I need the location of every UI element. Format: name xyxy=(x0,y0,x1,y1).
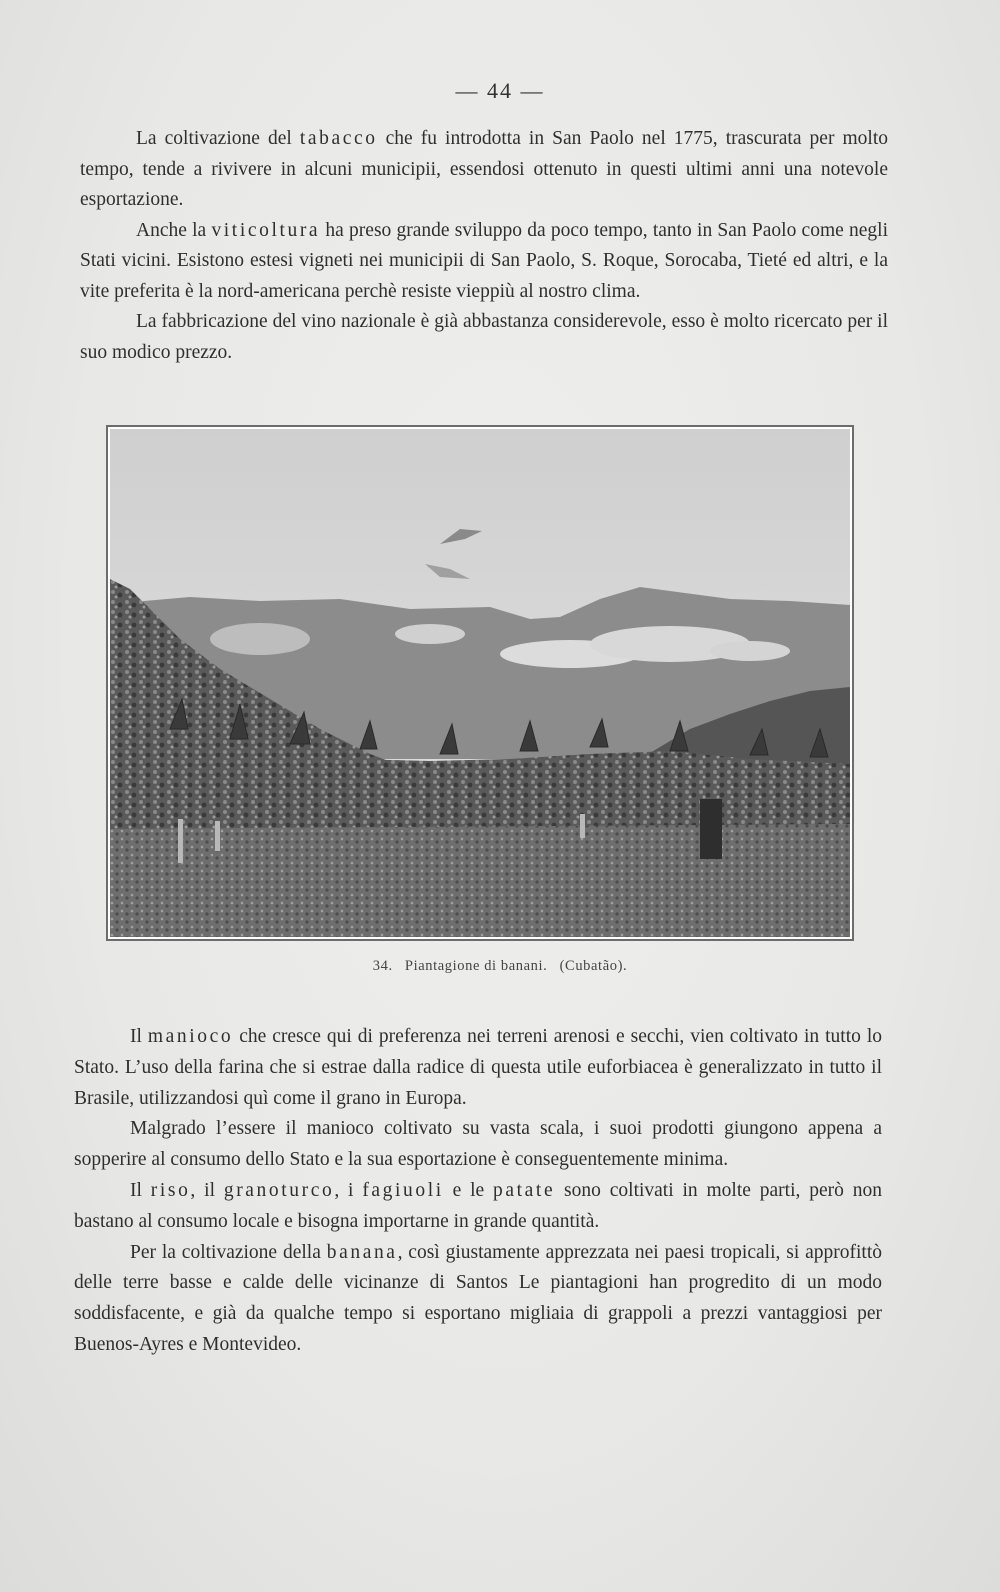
keyword-manioco: manioco xyxy=(147,1026,234,1047)
keyword-granoturco: granoturco xyxy=(223,1179,335,1201)
keyword-riso: riso xyxy=(150,1179,191,1201)
keyword-viticoltura: viticoltura xyxy=(211,219,321,241)
figure-caption xyxy=(0,958,1000,975)
keyword-fagiuoli: fagiuoli xyxy=(362,1179,444,1201)
figure-place: (Cubatão). xyxy=(559,958,628,974)
figure-photo-frame xyxy=(106,425,854,941)
paragraph-banana: Per la coltivazione della banana, così giustamente apprezzata nei paesi tropicali, si approfittò delle terre basse e calde delle vicinanze di Santos Le piantagioni han progredito di un modo soddisfacente, e già da qualche tempo si esportano migliaia di grappoli a prezzi vantaggiosi per Buenos-Ayres e Montevideo. xyxy=(74,1241,882,1355)
paragraph-manioco-export: Malgrado l’essere il manioco coltivato su vasta scala, i suoi prodotti giungono appena a sopperire al consumo dello Stato e la sua esportazione è conseguentemente minima. xyxy=(74,1118,882,1171)
paragraph-tabacco: La coltivazione del tabacco che fu introdotta in San Paolo nel 1775, trascurata per molto tempo, tende a rivivere in alcuni municipii, essendosi ottenuto in questi ultimi anni una notevole esportazione. xyxy=(80,128,888,210)
banana-plantation-photo xyxy=(110,429,850,937)
paragraph-riso: Il riso, il granoturco, i fagiuoli e le patate sono coltivati in molte parti, però non bastano al consumo locale e bisogna importarne in grande quantità. xyxy=(74,1179,882,1232)
top-text-block xyxy=(80,124,888,368)
bottom-text-block xyxy=(74,1022,882,1361)
page-number: — 44 — xyxy=(455,78,545,103)
keyword-banana: banana xyxy=(326,1241,398,1263)
keyword-tabacco: tabacco xyxy=(299,128,378,149)
keyword-patate: patate xyxy=(493,1179,556,1201)
paragraph-viticoltura: Anche la viticoltura ha preso grande sviluppo da poco tempo, tanto in San Paolo come negli Stati vicini. Esistono estesi vigneti nei municipii di San Paolo, S. Roque, Sorocaba, Tieté ed altri, e la vite preferita è la nord-americana perchè resiste vieppiù al nostro clima. xyxy=(80,219,889,302)
paragraph-manioco: Il manioco che cresce qui di preferenza nei terreni arenosi e secchi, vien coltivato in tutto lo Stato. L’uso della farina che si estrae dalla radice di questa utile euforbiacea è generalizzato in tutto il Brasile, utilizzandosi quì come il grano in Europa. xyxy=(74,1026,883,1109)
figure-number: 34. xyxy=(372,958,393,974)
paragraph-vino: La fabbricazione del vino nazionale è già abbastanza considerevole, esso è molto ricercato per il suo modico prezzo. xyxy=(80,311,888,363)
figure-title: Piantagione di banani. xyxy=(404,958,548,974)
